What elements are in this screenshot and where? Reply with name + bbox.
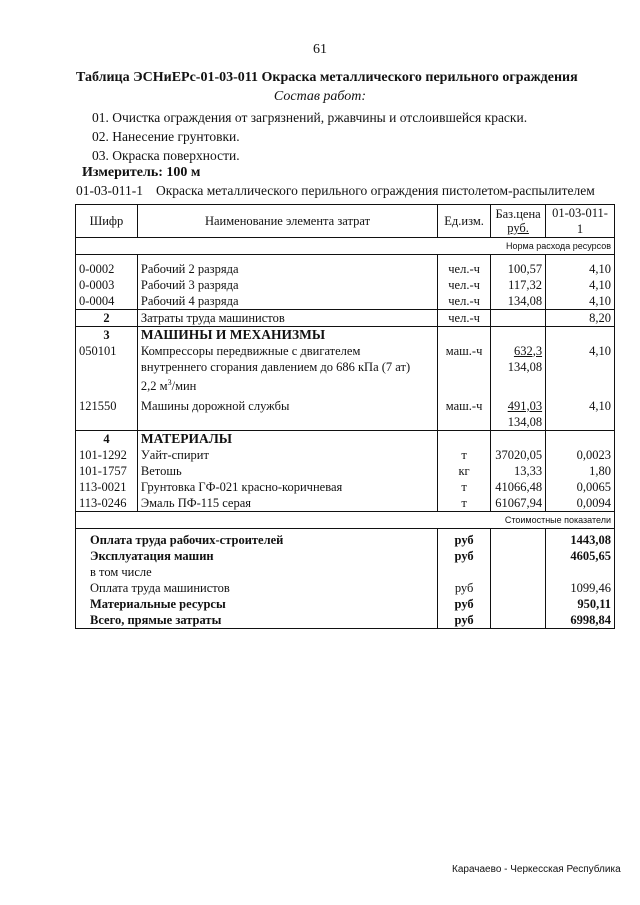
section-row-machines: 3 МАШИНЫ И МЕХАНИЗМЫ: [76, 326, 615, 343]
table-row: 121550 Машины дорожной службы маш.-ч 491,03 134,08 4,10: [76, 398, 615, 431]
header-unit: Ед.изм.: [438, 205, 491, 238]
subtable-title: Окраска металлического перильного ограждения пистолетом-распылителем: [156, 183, 595, 198]
work-composition-heading: Состав работ:: [273, 89, 367, 104]
operations-list: [92, 108, 527, 165]
machinist-labor-row: 2 Затраты труда машинистов чел.-ч 8,20: [76, 309, 615, 326]
header-norm: 01-03-011-1: [546, 205, 615, 238]
total-row: Эксплуатация машин руб 4605,65: [76, 548, 615, 564]
total-row: Материальные ресурсы руб 950,11: [76, 596, 615, 612]
table-row: 101-1292 Уайт-спирит т 37020,05 0,0023: [76, 447, 615, 463]
table-row: 113-0021 Грунтовка ГФ-021 красно-коричневая т 41066,48 0,0065: [76, 479, 615, 495]
header-price: Баз.цена руб.: [491, 205, 546, 238]
norm-caption-row: [76, 238, 615, 255]
total-row: Оплата труда машинистов руб 1099,46: [76, 580, 615, 596]
operation-item: 01. Очистка ограждения от загрязнений, ржавчины и отслоившейся краски.: [92, 110, 528, 125]
subtable-code: 01-03-011-1: [76, 183, 143, 198]
table-row: 050101 Компрессоры передвижные с двигателем внутреннего сгорания давлением до 686 кПа (7 ат) 2,2 $м^3$/мин маш.-ч 632,3 134,08 4,10: [76, 343, 615, 394]
cost-caption-row: [76, 511, 615, 528]
norm-caption: Норма расхода ресурсов: [76, 238, 615, 255]
total-row: Оплата труда рабочих-строителей руб 1443,08: [76, 532, 615, 548]
table-title: Таблица ЭСНиЕРс-01-03-011 Окраска металлического перильного ограждения: [76, 70, 578, 85]
table-row: 0-0003 Рабочий 3 разряда чел.-ч 117,32 4,10: [76, 277, 615, 293]
section-row-materials: 4 МАТЕРИАЛЫ: [76, 430, 615, 447]
cost-caption: Стоимостные показатели: [76, 511, 615, 528]
total-row: в том числе: [76, 564, 615, 580]
operation-item: 03. Окраска поверхности.: [92, 148, 240, 163]
header-name: Наименование элемента затрат: [137, 205, 437, 238]
operation-item: 02. Нанесение грунтовки.: [92, 129, 240, 144]
subtable-heading: [76, 183, 595, 199]
footer-region: Карачаево - Черкесская Республика: [452, 864, 621, 875]
table-header-row: [76, 205, 615, 238]
table-row: 101-1757 Ветошь кг 13,33 1,80: [76, 463, 615, 479]
header-code: Шифр: [76, 205, 138, 238]
page-number: 61: [313, 42, 327, 57]
table-row: 0-0004 Рабочий 4 разряда чел.-ч 134,08 4,10: [76, 293, 615, 310]
resource-table: [75, 204, 615, 629]
meter-label: Измеритель: 100 м: [82, 165, 201, 180]
table-row: 113-0246 Эмаль ПФ-115 серая т 61067,94 0,0094: [76, 495, 615, 512]
table-row: 0-0002 Рабочий 2 разряда чел.-ч 100,57 4,10: [76, 261, 615, 277]
total-row: Всего, прямые затраты руб 6998,84: [76, 612, 615, 629]
